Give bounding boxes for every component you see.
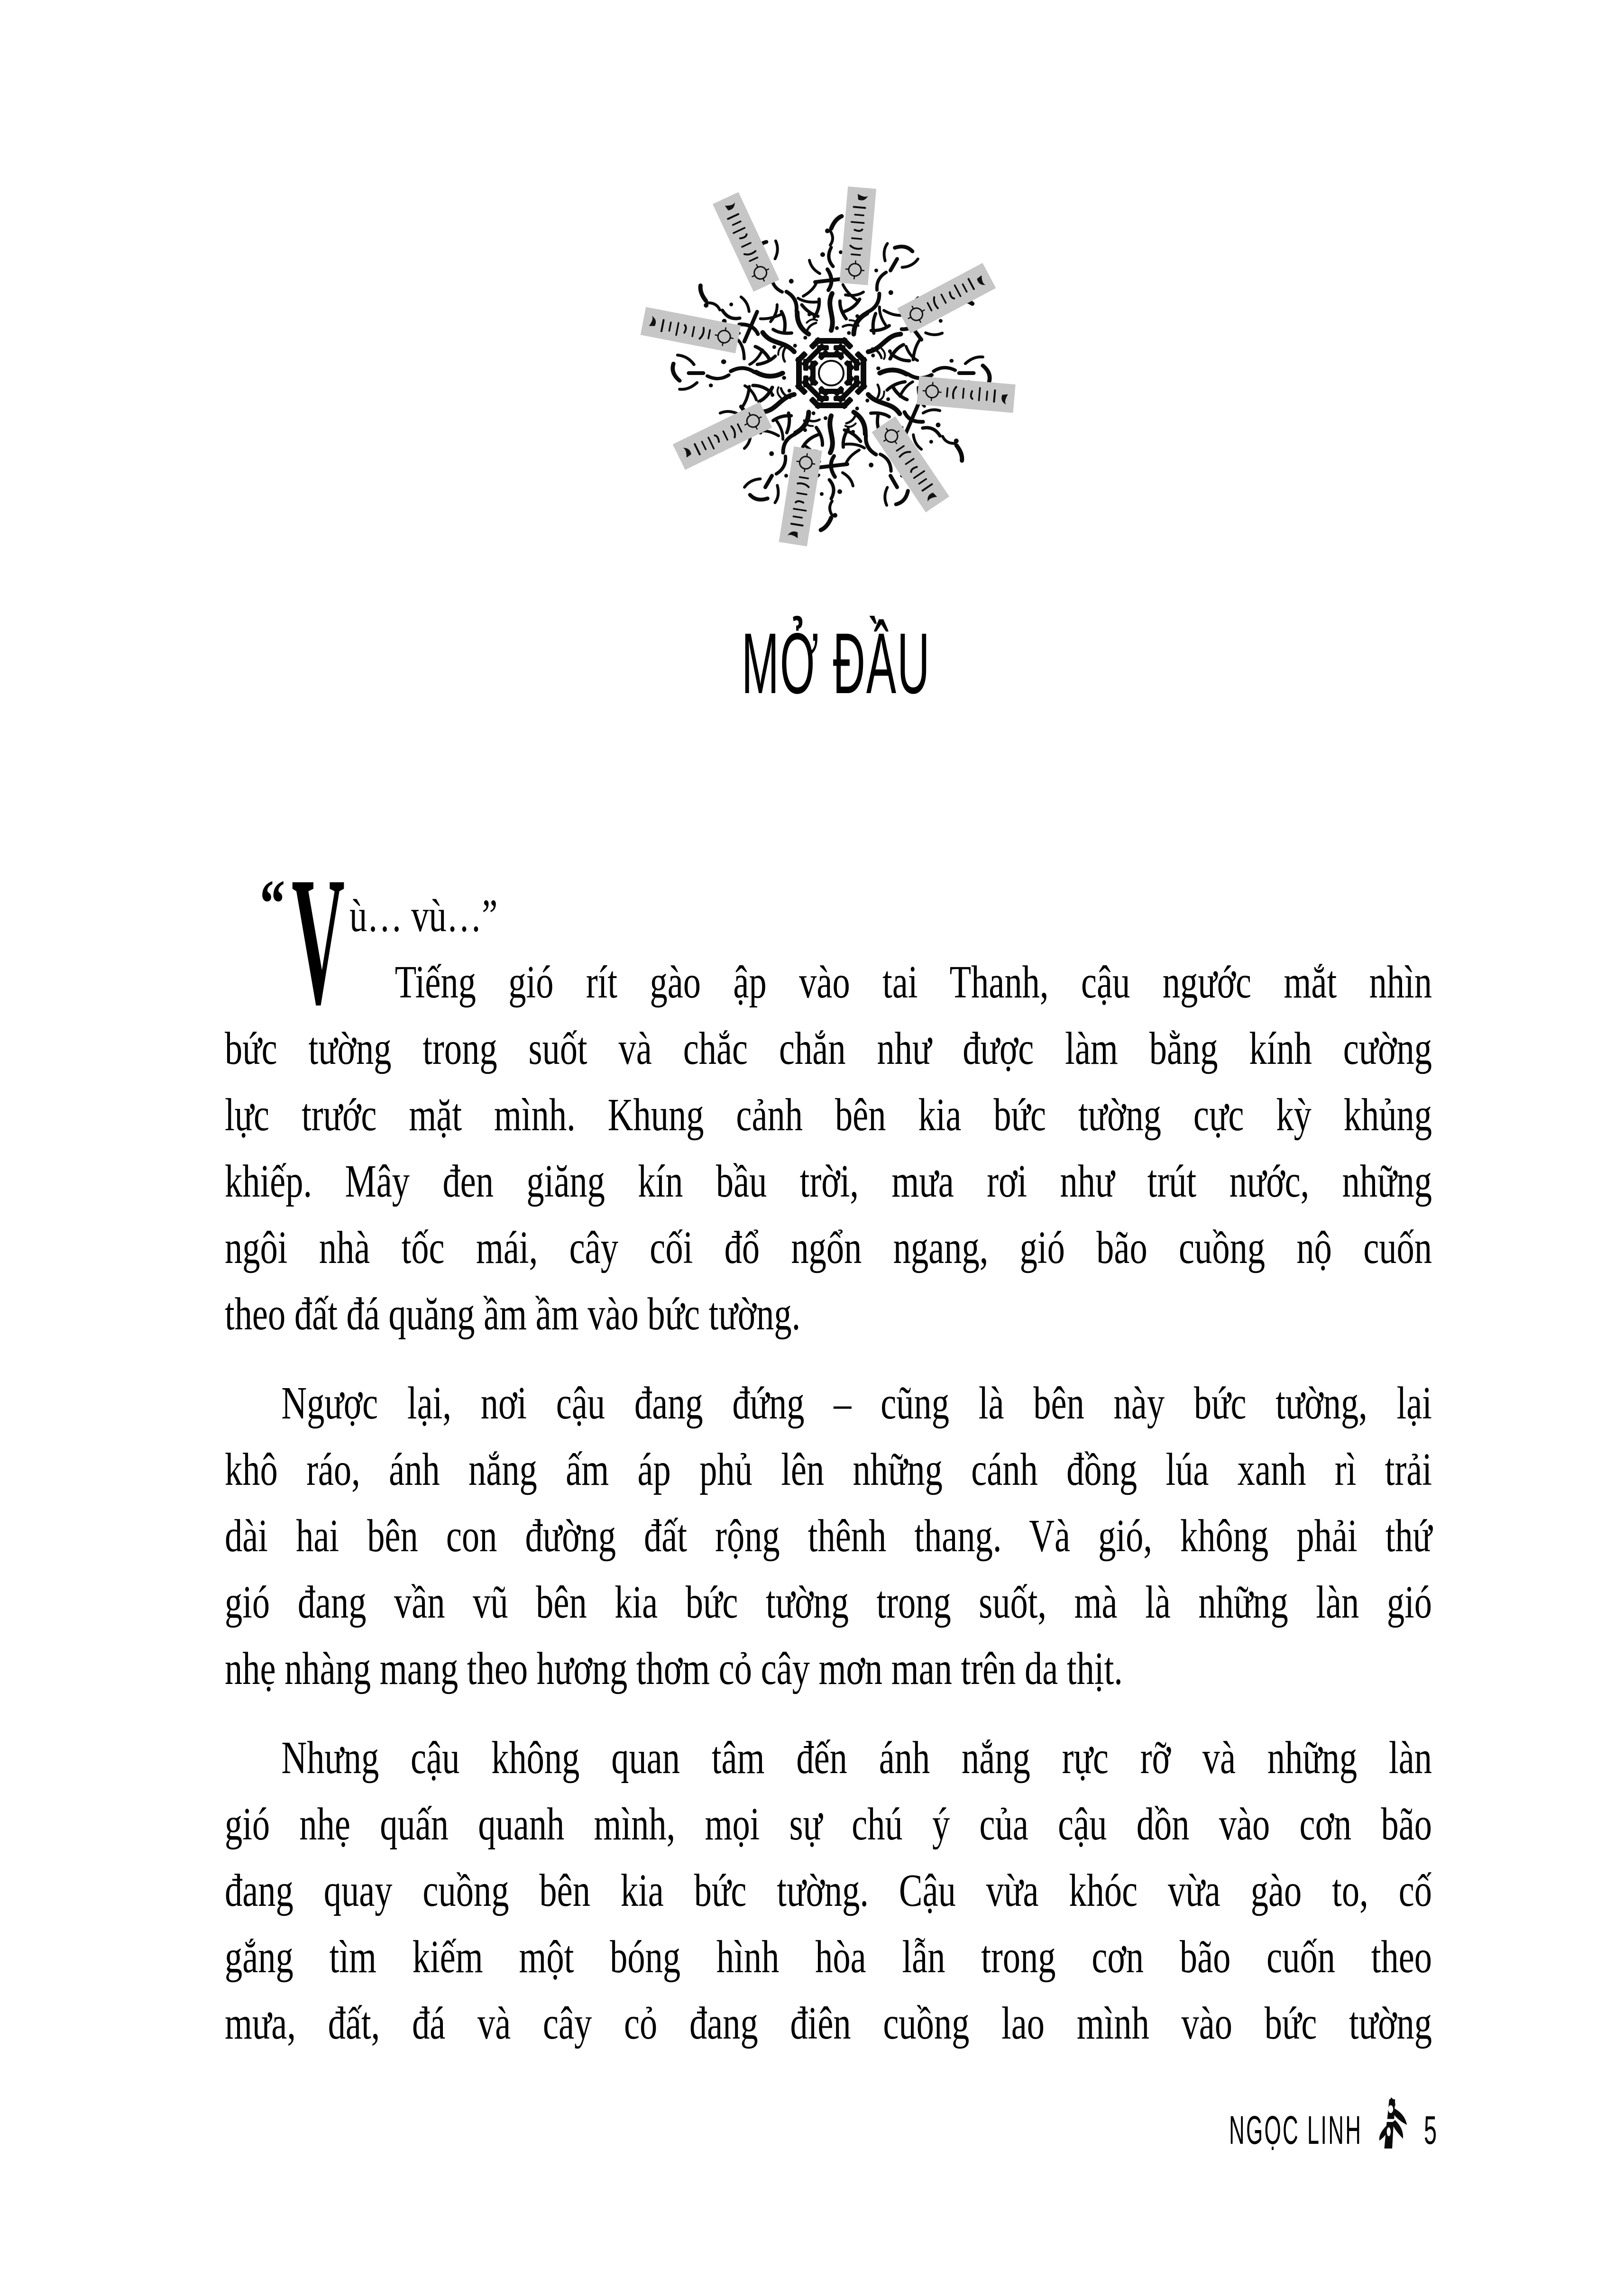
text-line: bức tường trong suốt và chắc chắn như được làm bằng kính cường [225,1023,1432,1074]
text-line: khô ráo, ánh nắng ấm áp phủ lên những cánh đồng lúa xanh rì trải [225,1444,1432,1495]
text-line: mưa, đất, đá và cây cỏ đang điên cuồng lao mình vào bức tường [225,1998,1432,2049]
text-line: dài hai bên con đường đất rộng thênh thang. Và gió, không phải thứ [225,1510,1432,1562]
body-text [225,883,1432,2057]
text-line: ngôi nhà tốc mái, cây cối đổ ngổn ngang, gió bão cuồng nộ cuốn [225,1222,1432,1273]
text-line: Ngược lại, nơi cậu đang đứng – cũng là bên này bức tường, lại [281,1378,1432,1429]
page-number: 5 [1424,2108,1437,2152]
text-line: ù… vù…” [349,890,498,942]
footer-author: NGỌC LINH [1229,2108,1363,2152]
text-line: đang quay cuồng bên kia bức tường. Cậu vừa khóc vừa gào to, cố [225,1865,1432,1916]
text-line: khiếp. Mây đen giăng kín bầu trời, mưa rơi như trút nước, những [225,1156,1432,1207]
text-line: theo đất đá quăng ầm ầm vào bức tường. [225,1289,801,1340]
opening-quote-mark: “ [260,866,285,941]
text-line: gắng tìm kiếm một bóng hình hòa lẫn trong cơn bão cuốn theo [225,1931,1432,1983]
text-line: Nhưng cậu không quan tâm đến ánh nắng rực rỡ và những làn [281,1732,1432,1784]
chapter-title: MỞ ĐẦU [742,615,931,712]
text-line: gió đang vần vũ bên kia bức tường trong suốt, mà là những làn gió [225,1577,1432,1628]
text-line: nhẹ nhàng mang theo hương thơm cỏ cây mơn man trên da thịt. [225,1643,1123,1694]
dropcap-letter: V [292,839,345,1043]
paragraph [225,1725,1432,2057]
bamboo-icon [1374,2097,1408,2150]
bagua-icon [795,337,868,410]
text-line: lực trước mặt mình. Khung cảnh bên kia bức tường cực kỳ khủng [225,1089,1432,1141]
paragraph [225,883,1432,1347]
text-line: gió nhẹ quấn quanh mình, mọi sự chú ý của cậu dồn vào cơn bão [225,1799,1432,1850]
text-line: Tiếng gió rít gào ập vào tai Thanh, cậu ngước mắt nhìn [395,957,1432,1008]
bagua-talisman-mandala-icon [621,161,1038,578]
paragraph [225,1370,1432,1702]
